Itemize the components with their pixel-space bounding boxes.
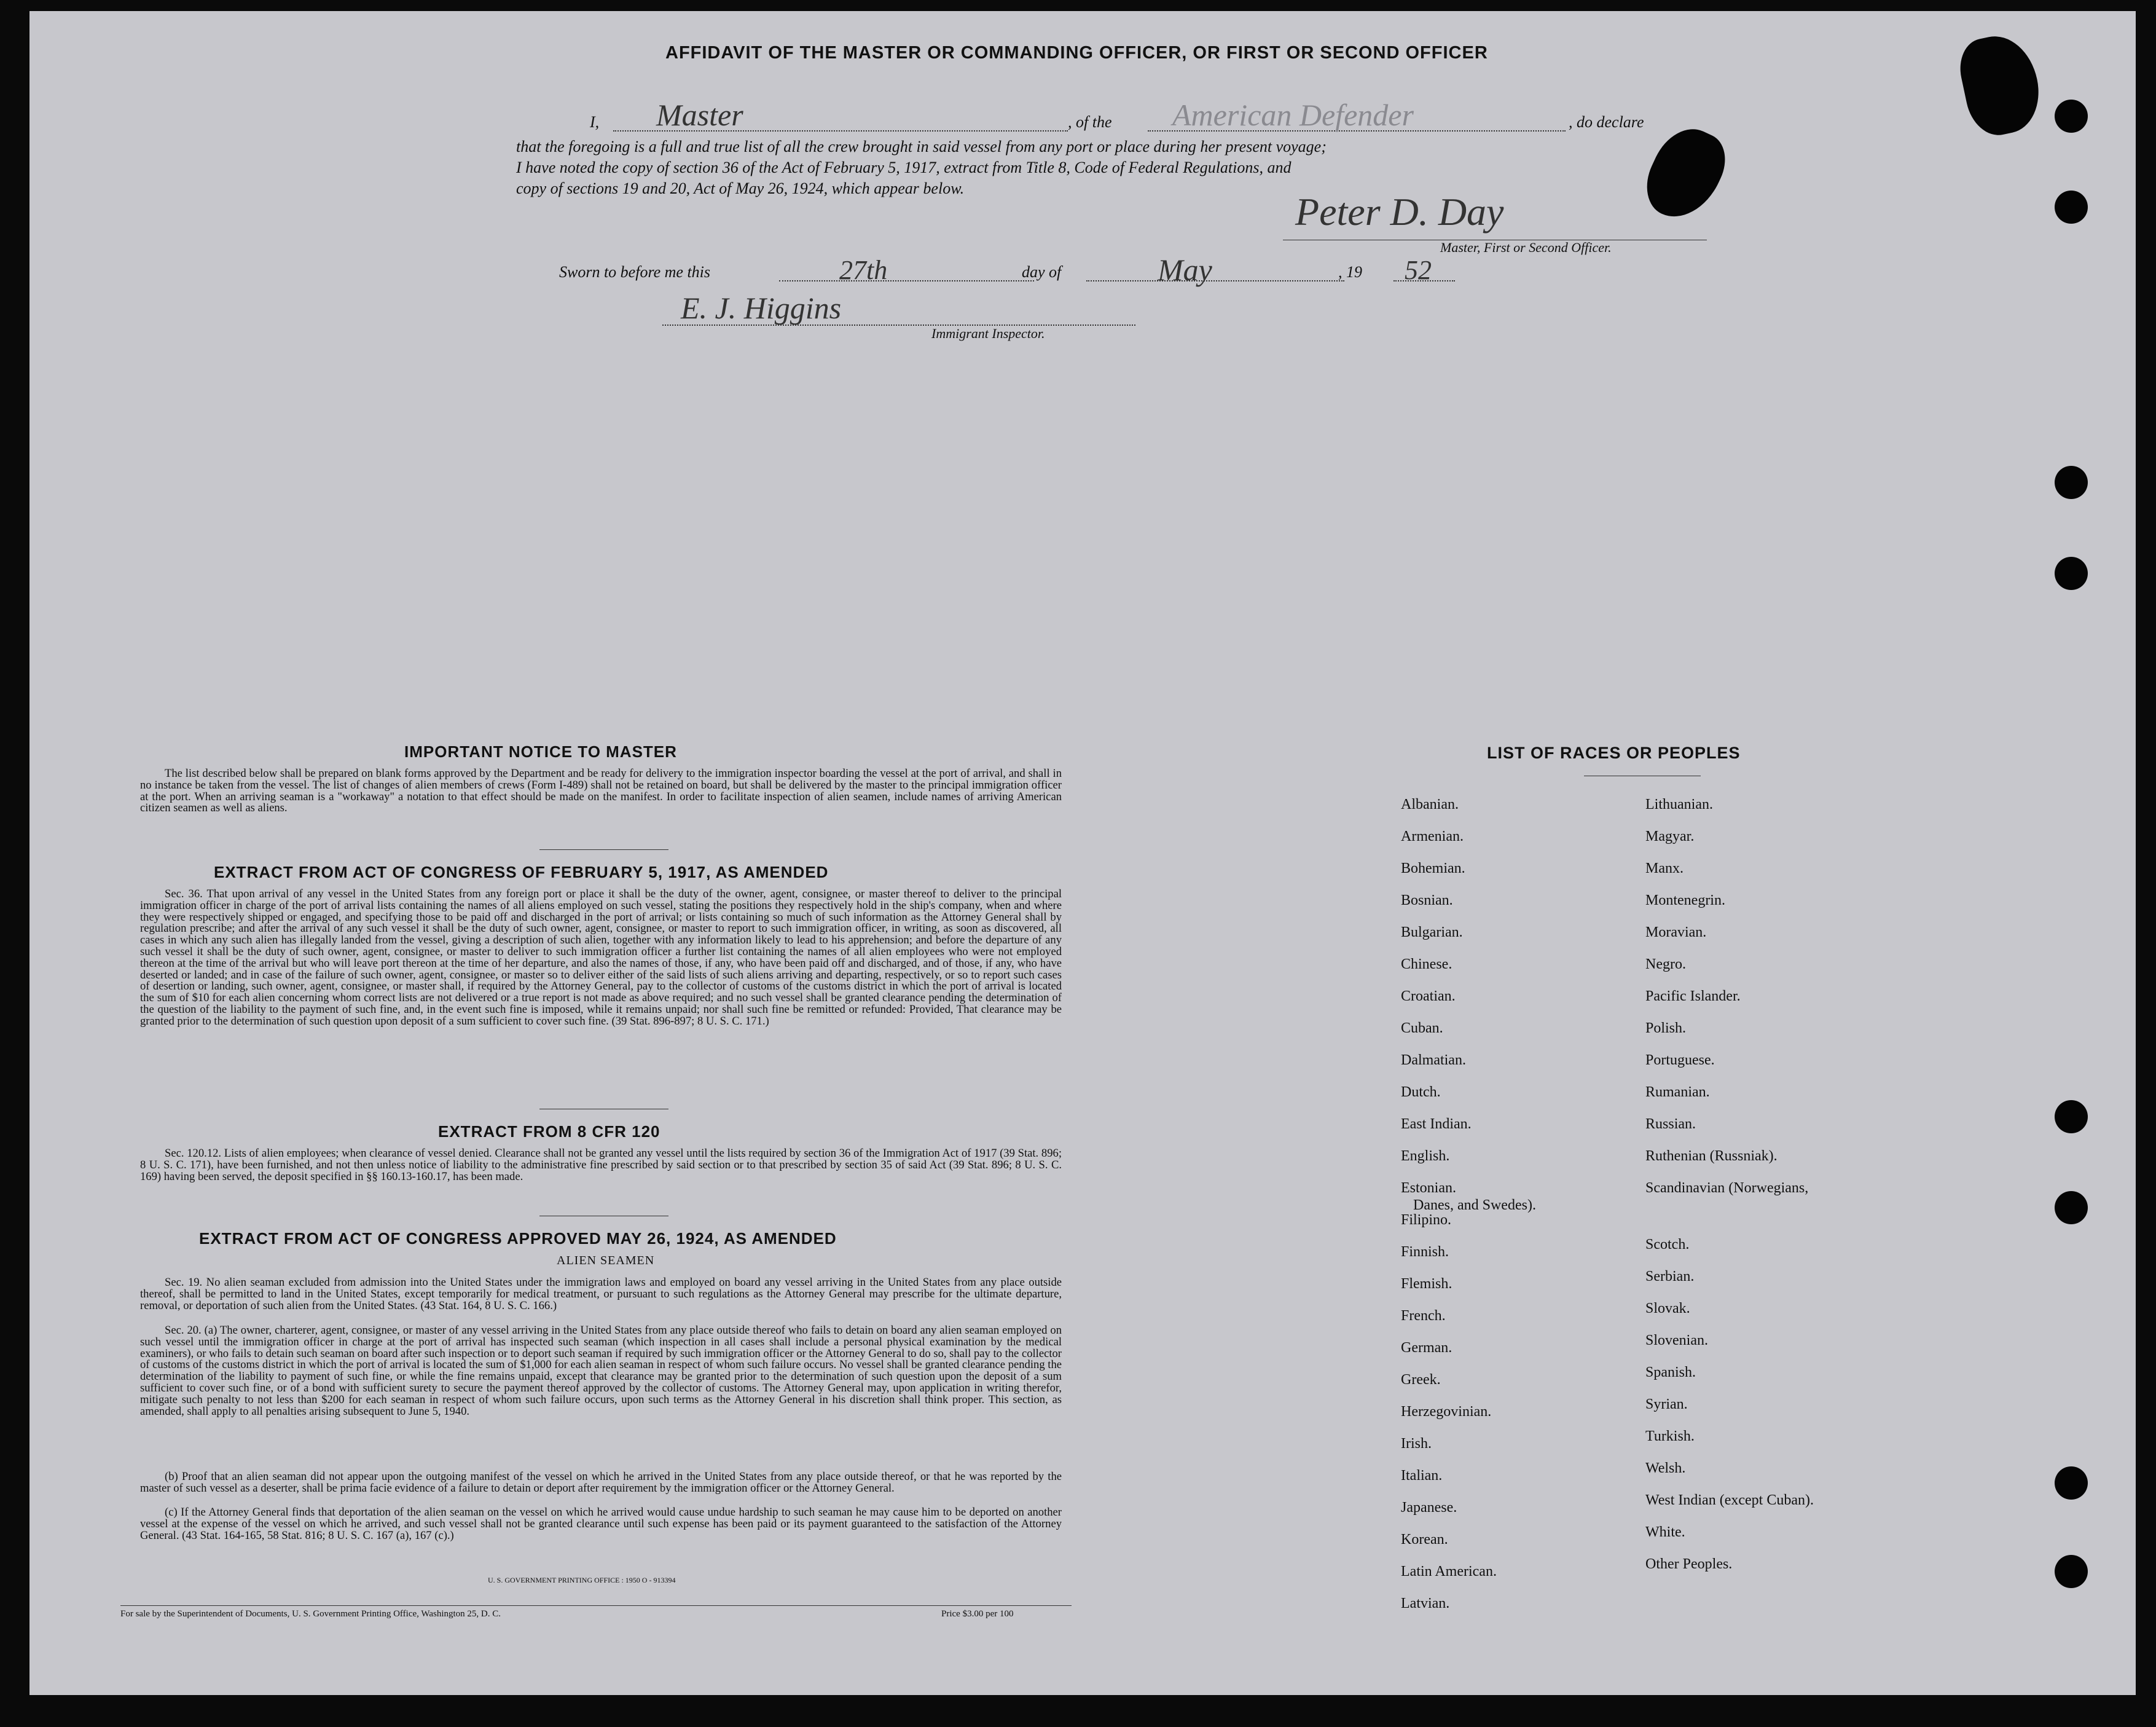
torn-paper-blot	[1954, 29, 2047, 140]
declaration-i: I,	[590, 113, 600, 131]
inspector-caption: Immigrant Inspector.	[931, 326, 1045, 341]
race-item: French.	[1401, 1308, 1446, 1324]
price-notice: Price $3.00 per 100	[941, 1609, 1014, 1619]
race-item: East Indian.	[1401, 1116, 1472, 1132]
sworn-day-handwritten: 27th	[839, 255, 888, 285]
race-item: Chinese.	[1401, 956, 1452, 972]
race-item: Serbian.	[1645, 1269, 1695, 1284]
extract-1924-title: EXTRACT FROM ACT OF CONGRESS APPROVED MAY 26, 1924, AS AMENDED	[199, 1229, 837, 1248]
divider-1	[539, 849, 668, 850]
extract-1924-sec20a: Sec. 20. (a) The owner, charterer, agent, consignee, or master of any vessel arriving in the United States from any place outside thereof who fails to detain on board any alien seaman employed on such vessel until the immigration officer in charge at the port of arrival has inspected such seaman (which inspection in all cases shall include a personal physical examination by the medical examiners), or who fails to detain such seaman on board after such inspection or to deport such seaman if required by such immigration officer or the Attorney General to do so, shall pay to the collector of customs of the customs district in which the port of arrival is located the sum of $1,000 for each alien seaman in respect of whom such failure occurs. No vessel shall be granted clearance pending the determination of the liability to payment of such fine, or while the fine remains unpaid, except that clearance may be granted prior to the determination of such question upon the deposit of a sum sufficient to cover such fine, or of a bond with sufficient surety to secure the payment thereof approved by the collector of customs. The Attorney General may, upon application in writing therefor, mitigate such penalty to not less than $200 for each seaman in respect of whom such failure occurs, upon such terms as the Attorney General in his discretion shall think proper. This section, as amended, shall apply to all penalties arising subsequent to June 5, 1940.	[140, 1324, 1062, 1418]
race-item: Turkish.	[1645, 1428, 1695, 1444]
race-item: Manx.	[1645, 860, 1684, 876]
punch-hole-4	[2055, 557, 2088, 590]
race-item: Scotch.	[1645, 1237, 1690, 1253]
extract-1924-sec20b: (b) Proof that an alien seaman did not appear upon the outgoing manifest of the vessel on which he arrived in the United States from any place outside thereof, or that he was reported by the master of such vessel as a deserter, shall be prima facie evidence of a failure to detain or deport after requirement by the immigration officer or the Attorney General.	[140, 1470, 1062, 1495]
race-item: Dutch.	[1401, 1084, 1441, 1100]
gpo-imprint: U. S. GOVERNMENT PRINTING OFFICE : 1950 O - 913394	[488, 1576, 676, 1584]
race-item: Slovenian.	[1645, 1332, 1708, 1348]
race-item: Greek.	[1401, 1372, 1441, 1388]
race-item: Russian.	[1645, 1116, 1696, 1132]
race-item: Spanish.	[1645, 1364, 1696, 1380]
race-item: Cuban.	[1401, 1020, 1443, 1036]
inspector-signature: E. J. Higgins	[681, 291, 842, 325]
sworn-month-handwritten: May	[1158, 253, 1212, 287]
race-item: Latin American.	[1401, 1564, 1497, 1579]
day-of-label: day of	[1022, 263, 1062, 281]
declaration-of: , of the	[1068, 113, 1112, 131]
race-item: Filipino.	[1401, 1212, 1452, 1228]
race-item: Danes, and Swedes).	[1413, 1197, 1536, 1213]
race-item: Korean.	[1401, 1532, 1448, 1548]
footer-rule	[120, 1605, 1072, 1606]
sworn-month-line	[1086, 280, 1344, 281]
alien-seamen-subtitle: ALIEN SEAMEN	[557, 1254, 655, 1267]
race-item: Irish.	[1401, 1436, 1432, 1452]
race-item: Finnish.	[1401, 1244, 1449, 1260]
punch-hole-1	[2055, 100, 2088, 133]
vessel-name-handwritten: American Defender	[1172, 98, 1414, 132]
race-item: Bulgarian.	[1401, 924, 1463, 940]
race-item: Armenian.	[1401, 828, 1464, 844]
declaration-line-4: copy of sections 19 and 20, Act of May 26, 1924, which appear below.	[516, 179, 965, 197]
race-item: White.	[1645, 1524, 1685, 1540]
race-item: Moravian.	[1645, 924, 1707, 940]
declaration-line-2: that the foregoing is a full and true list of all the crew brought in said vessel from any port or place during her present voyage;	[516, 138, 1327, 155]
race-item: Japanese.	[1401, 1500, 1457, 1516]
extract-cfr-title: EXTRACT FROM 8 CFR 120	[438, 1122, 661, 1141]
inspector-line	[662, 325, 1135, 326]
extract-cfr-body: Sec. 120.12. Lists of alien employees; when clearance of vessel denied. Clearance shall not be granted any vessel until the lists required by section 36 of the Immigration Act of 1917 (39 Stat. 896; 8 U. S. C. 171), have been furnished, and not then unless notice of liability to the administrative fine prescribed by said section or to that prescribed by section 35 of said Act (39 Stat. 896; 8 U. S. C. 169) having been served, the deposit specified in §§ 160.13-160.17, has been made.	[140, 1147, 1062, 1183]
notice-title: IMPORTANT NOTICE TO MASTER	[404, 742, 677, 761]
notice-body: The list described below shall be prepared on blank forms approved by the Department and be ready for delivery to the immigration inspector boarding the vessel at the port of arrival, and shall in no instance be taken from the vessel. The list of changes of alien members of crews (Form I-489) shall not be retained on board, but shall be delivered by the master to the principal immigration officer at the port. When an arriving seaman is a "workaway" a notation to that effect should be made on the manifest. In order to facilitate inspection of alien seamen, include names of arriving American citizen seamen as well as aliens.	[140, 767, 1062, 815]
race-item: Estonian.	[1401, 1180, 1456, 1196]
race-item: Scandinavian (Norwegians,	[1645, 1180, 1809, 1196]
race-item: Italian.	[1401, 1468, 1443, 1484]
races-title: LIST OF RACES OR PEOPLES	[1487, 744, 1741, 762]
race-item: Albanian.	[1401, 797, 1459, 812]
form-page	[29, 11, 2136, 1695]
punch-hole-7	[2055, 1466, 2088, 1500]
punch-hole-2	[2055, 191, 2088, 224]
signature-caption: Master, First or Second Officer.	[1440, 240, 1612, 255]
race-item: Bohemian.	[1401, 860, 1465, 876]
sworn-day-line	[779, 280, 1034, 281]
race-item: Latvian.	[1401, 1595, 1450, 1611]
race-item: West Indian (except Cuban).	[1645, 1492, 1814, 1508]
race-item: Bosnian.	[1401, 892, 1453, 908]
punch-hole-5	[2055, 1100, 2088, 1133]
punch-hole-3	[2055, 466, 2088, 499]
race-item: Flemish.	[1401, 1276, 1452, 1292]
race-item: Welsh.	[1645, 1460, 1686, 1476]
race-item: Pacific Islander.	[1645, 988, 1741, 1004]
sworn-year-handwritten: 52	[1405, 255, 1432, 285]
master-signature: Peter D. Day	[1295, 190, 1504, 234]
declaration-line-3: I have noted the copy of section 36 of the Act of February 5, 1917, extract from Title 8, Code of Federal Regulations, and	[516, 159, 1292, 176]
affidavit-title: AFFIDAVIT OF THE MASTER OR COMMANDING OFFICER, OR FIRST OR SECOND OFFICER	[665, 43, 1488, 63]
punch-hole-6	[2055, 1191, 2088, 1224]
sale-notice: For sale by the Superintendent of Documents, U. S. Government Printing Office, Washington 25, D. C.	[120, 1609, 501, 1619]
extract-1924-sec20c: (c) If the Attorney General finds that deportation of the alien seaman on the vessel on which he arrived would cause undue hardship to such seaman he may cause him to be deported on another vessel at the expense of the vessel on which he arrived, and such vessel shall not be granted clearance until such expense has been paid or its payment guaranteed to the satisfaction of the Attorney General. (43 Stat. 164-165, 58 Stat. 816; 8 U. S. C. 167 (a), 167 (c).)	[140, 1506, 1062, 1542]
sworn-prefix: Sworn to before me this	[559, 263, 711, 281]
race-item: Rumanian.	[1645, 1084, 1710, 1100]
race-item: Ruthenian (Russniak).	[1645, 1148, 1778, 1164]
race-item: Magyar.	[1645, 828, 1695, 844]
race-item: German.	[1401, 1340, 1452, 1356]
race-item: Herzegovinian.	[1401, 1404, 1492, 1420]
race-item: Negro.	[1645, 956, 1686, 972]
extract-1924-sec19: Sec. 19. No alien seaman excluded from admission into the United States under the immigration laws and employed on board any vessel arriving in the United States from any place outside thereof, shall be permitted to land in the United States, except temporarily for medical treatment, or pursuant to such regulations as the Attorney General may prescribe for the ultimate departure, removal, or deportation of such alien from the United States. (43 Stat. 164, 8 U. S. C. 166.)	[140, 1276, 1062, 1312]
ink-blot	[1635, 118, 1735, 230]
race-item: Syrian.	[1645, 1396, 1688, 1412]
race-item: Slovak.	[1645, 1300, 1690, 1316]
extract-1917-title: EXTRACT FROM ACT OF CONGRESS OF FEBRUARY 5, 1917, AS AMENDED	[214, 863, 829, 881]
race-item: Other Peoples.	[1645, 1556, 1733, 1572]
race-item: Polish.	[1645, 1020, 1687, 1036]
extract-1917-body: Sec. 36. That upon arrival of any vessel in the United States from any foreign port or place it shall be the duty of the owner, agent, consignee, or master thereof to deliver to the principal immigration officer in charge of the port of arrival lists containing the names of all aliens employed on such vessel, stating the positions they respectively hold in the ship's company, when and where they were respectively shipped or engaged, and specifying those to be paid off and discharged in the port of arrival; or lists containing so much of such information as the Attorney General shall by regulation prescribe; and after the arrival of any such vessel it shall be the duty of such owner, agent, consignee, or master to report to such immigration officer, in writing, as soon as discovered, all cases in which any such alien has illegally landed from the vessel, giving a description of such alien, together with any information likely to lead to his apprehension; and before the departure of any such vessel it shall be the duty of such owner, agent, consignee, or master to deliver to such immigration officer a further list containing the names of all alien employees who were not employed thereon at the time of the arrival but who will leave port thereon at the time of her departure, and also the names of those, if any, who have been paid off and discharged, and of those, if any, who have deserted or landed; and in case of the failure of such owner, agent, consignee, or master so to deliver either of the said lists of such aliens arriving and departing, respectively, or so to report such cases of desertion or landing, such owner, agent, consignee, or master shall, if required by the Attorney General, pay to the collector of customs of the customs district in which the port of arrival is located the sum of $10 for each alien concerning whom correct lists are not delivered or a true report is not made as above required; and no such vessel shall be granted clearance pending the determination of the question of the liability to the payment of such fine, and, in the event such fine is imposed, while it remains unpaid; nor shall such fine be remitted or refunded: Provided, That clearance may be granted prior to the determination of such question upon deposit of a sum sufficient to cover such fine. (39 Stat. 896-897; 8 U. S. C. 171.)	[140, 887, 1062, 1028]
race-item: English.	[1401, 1148, 1450, 1164]
race-item: Montenegrin.	[1645, 892, 1725, 908]
race-item: Portuguese.	[1645, 1052, 1715, 1068]
declaration-declare: , do declare	[1569, 113, 1644, 131]
declarant-title-handwritten: Master	[656, 98, 743, 132]
race-item: Croatian.	[1401, 988, 1456, 1004]
year-prefix: , 19	[1338, 263, 1362, 281]
race-item: Lithuanian.	[1645, 797, 1713, 812]
punch-hole-8	[2055, 1555, 2088, 1588]
race-item: Dalmatian.	[1401, 1052, 1466, 1068]
